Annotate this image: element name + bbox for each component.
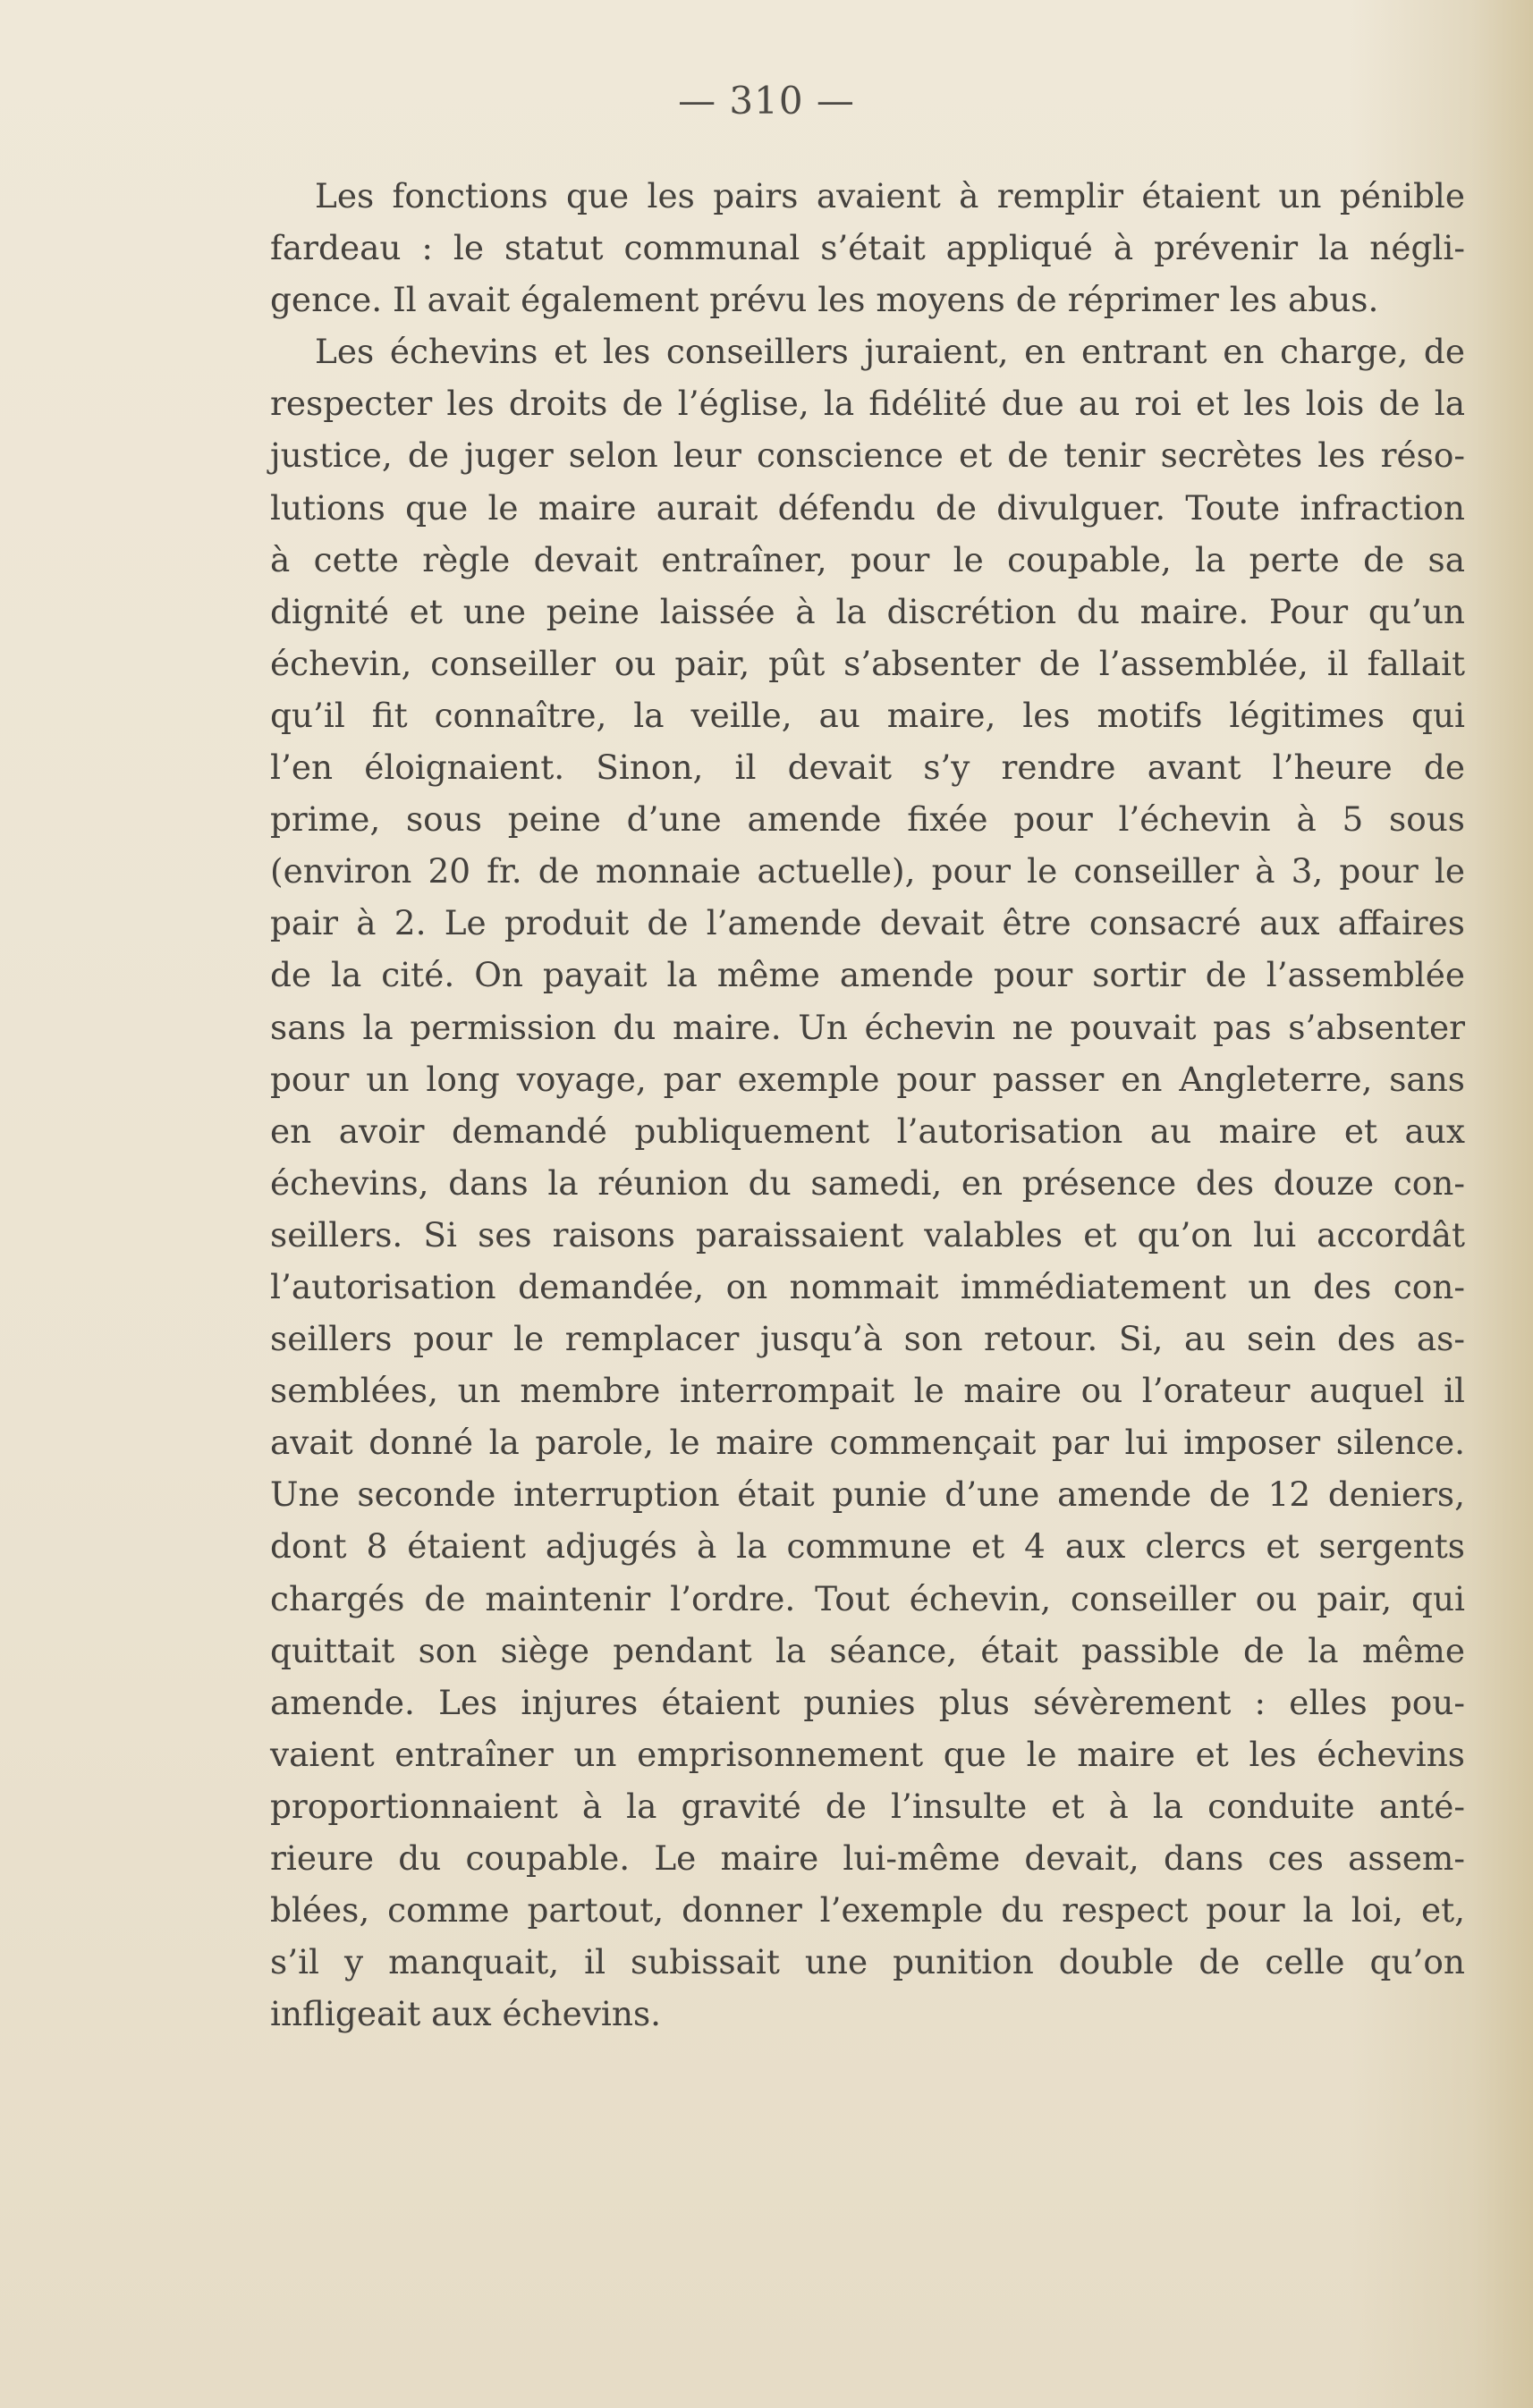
text-line: proportionnaient à la gravité de l’insulte et à la conduite anté-: [270, 1786, 1465, 1826]
text-line: Les fonctions que les pairs avaient à remplir étaient un pénible: [315, 176, 1465, 215]
text-line: seillers. Si ses raisons paraissaient valables et qu’on lui accordât: [270, 1214, 1465, 1255]
text-line: seillers pour le remplacer jusqu’à son retour. Si, au sein des as-: [270, 1319, 1465, 1359]
text-line: chargés de maintenir l’ordre. Tout échevin, conseiller ou pair, qui: [270, 1578, 1465, 1618]
text-line: de la cité. On payait la même amende pour sortir de l’assemblée: [270, 955, 1465, 995]
text-line: quittait son siège pendant la séance, était passible de la même: [270, 1630, 1465, 1670]
text-line: vaient entraîner un emprisonnement que le maire et les échevins: [270, 1734, 1465, 1774]
text-line: à cette règle devait entraîner, pour le coupable, la perte de sa: [270, 539, 1465, 579]
text-line: Les échevins et les conseillers juraient, en entrant en charge, de: [315, 332, 1465, 372]
page-number: — 310 —: [678, 79, 855, 123]
text-line: gence. Il avait également prévu les moyens de réprimer les abus.: [270, 280, 1379, 320]
text-line: blées, comme partout, donner l’exemple du respect pour la loi, et,: [270, 1890, 1465, 1931]
text-line: Une seconde interruption était punie d’une amende de 12 deniers,: [270, 1474, 1465, 1515]
text-line: échevins, dans la réunion du samedi, en présence des douze con-: [270, 1162, 1465, 1203]
text-line: semblées, un membre interrompait le maire ou l’orateur auquel il: [270, 1371, 1465, 1411]
text-line: dont 8 étaient adjugés à la commune et 4 aux clercs et sergents: [270, 1526, 1465, 1567]
text-line: respecter les droits de l’église, la fidélité due au roi et les lois de la: [270, 384, 1465, 424]
text-line: s’il y manquait, il subissait une punition double de celle qu’on: [270, 1942, 1465, 1982]
text-line: fardeau : le statut communal s’était appliqué à prévenir la négli-: [270, 228, 1465, 268]
text-line: (environ 20 fr. de monnaie actuelle), pour le conseiller à 3, pour le: [270, 851, 1465, 891]
text-line: sans la permission du maire. Un échevin ne pouvait pas s’absenter: [270, 1007, 1465, 1047]
text-line: prime, sous peine d’une amende fixée pour l’échevin à 5 sous: [270, 799, 1465, 840]
text-line: dignité et une peine laissée à la discrétion du maire. Pour qu’un: [270, 591, 1465, 631]
text-line: infligeait aux échevins.: [270, 1994, 662, 2034]
body-text: [270, 170, 1465, 2040]
text-line: amende. Les injures étaient punies plus sévèrement : elles pou-: [270, 1682, 1465, 1722]
text-line: justice, de juger selon leur conscience et de tenir secrètes les réso-: [270, 435, 1465, 476]
text-line: l’en éloignaient. Sinon, il devait s’y rendre avant l’heure de: [270, 748, 1465, 788]
text-line: lutions que le maire aurait défendu de divulguer. Toute infraction: [270, 487, 1465, 528]
text-line: échevin, conseiller ou pair, pût s’absenter de l’assemblée, il fallait: [270, 643, 1465, 683]
text-line: l’autorisation demandée, on nommait immédiatement un des con-: [270, 1266, 1465, 1306]
text-line: en avoir demandé publiquement l’autorisation au maire et aux: [270, 1111, 1465, 1151]
text-line: rieure du coupable. Le maire lui-même devait, dans ces assem-: [270, 1838, 1465, 1878]
text-line: pair à 2. Le produit de l’amende devait être consacré aux affaires: [270, 903, 1465, 943]
text-line: avait donné la parole, le maire commençait par lui imposer silence.: [270, 1423, 1465, 1463]
text-line: pour un long voyage, par exemple pour passer en Angleterre, sans: [270, 1059, 1465, 1099]
text-line: qu’il fit connaître, la veille, au maire, les motifs légitimes qui: [270, 695, 1465, 735]
